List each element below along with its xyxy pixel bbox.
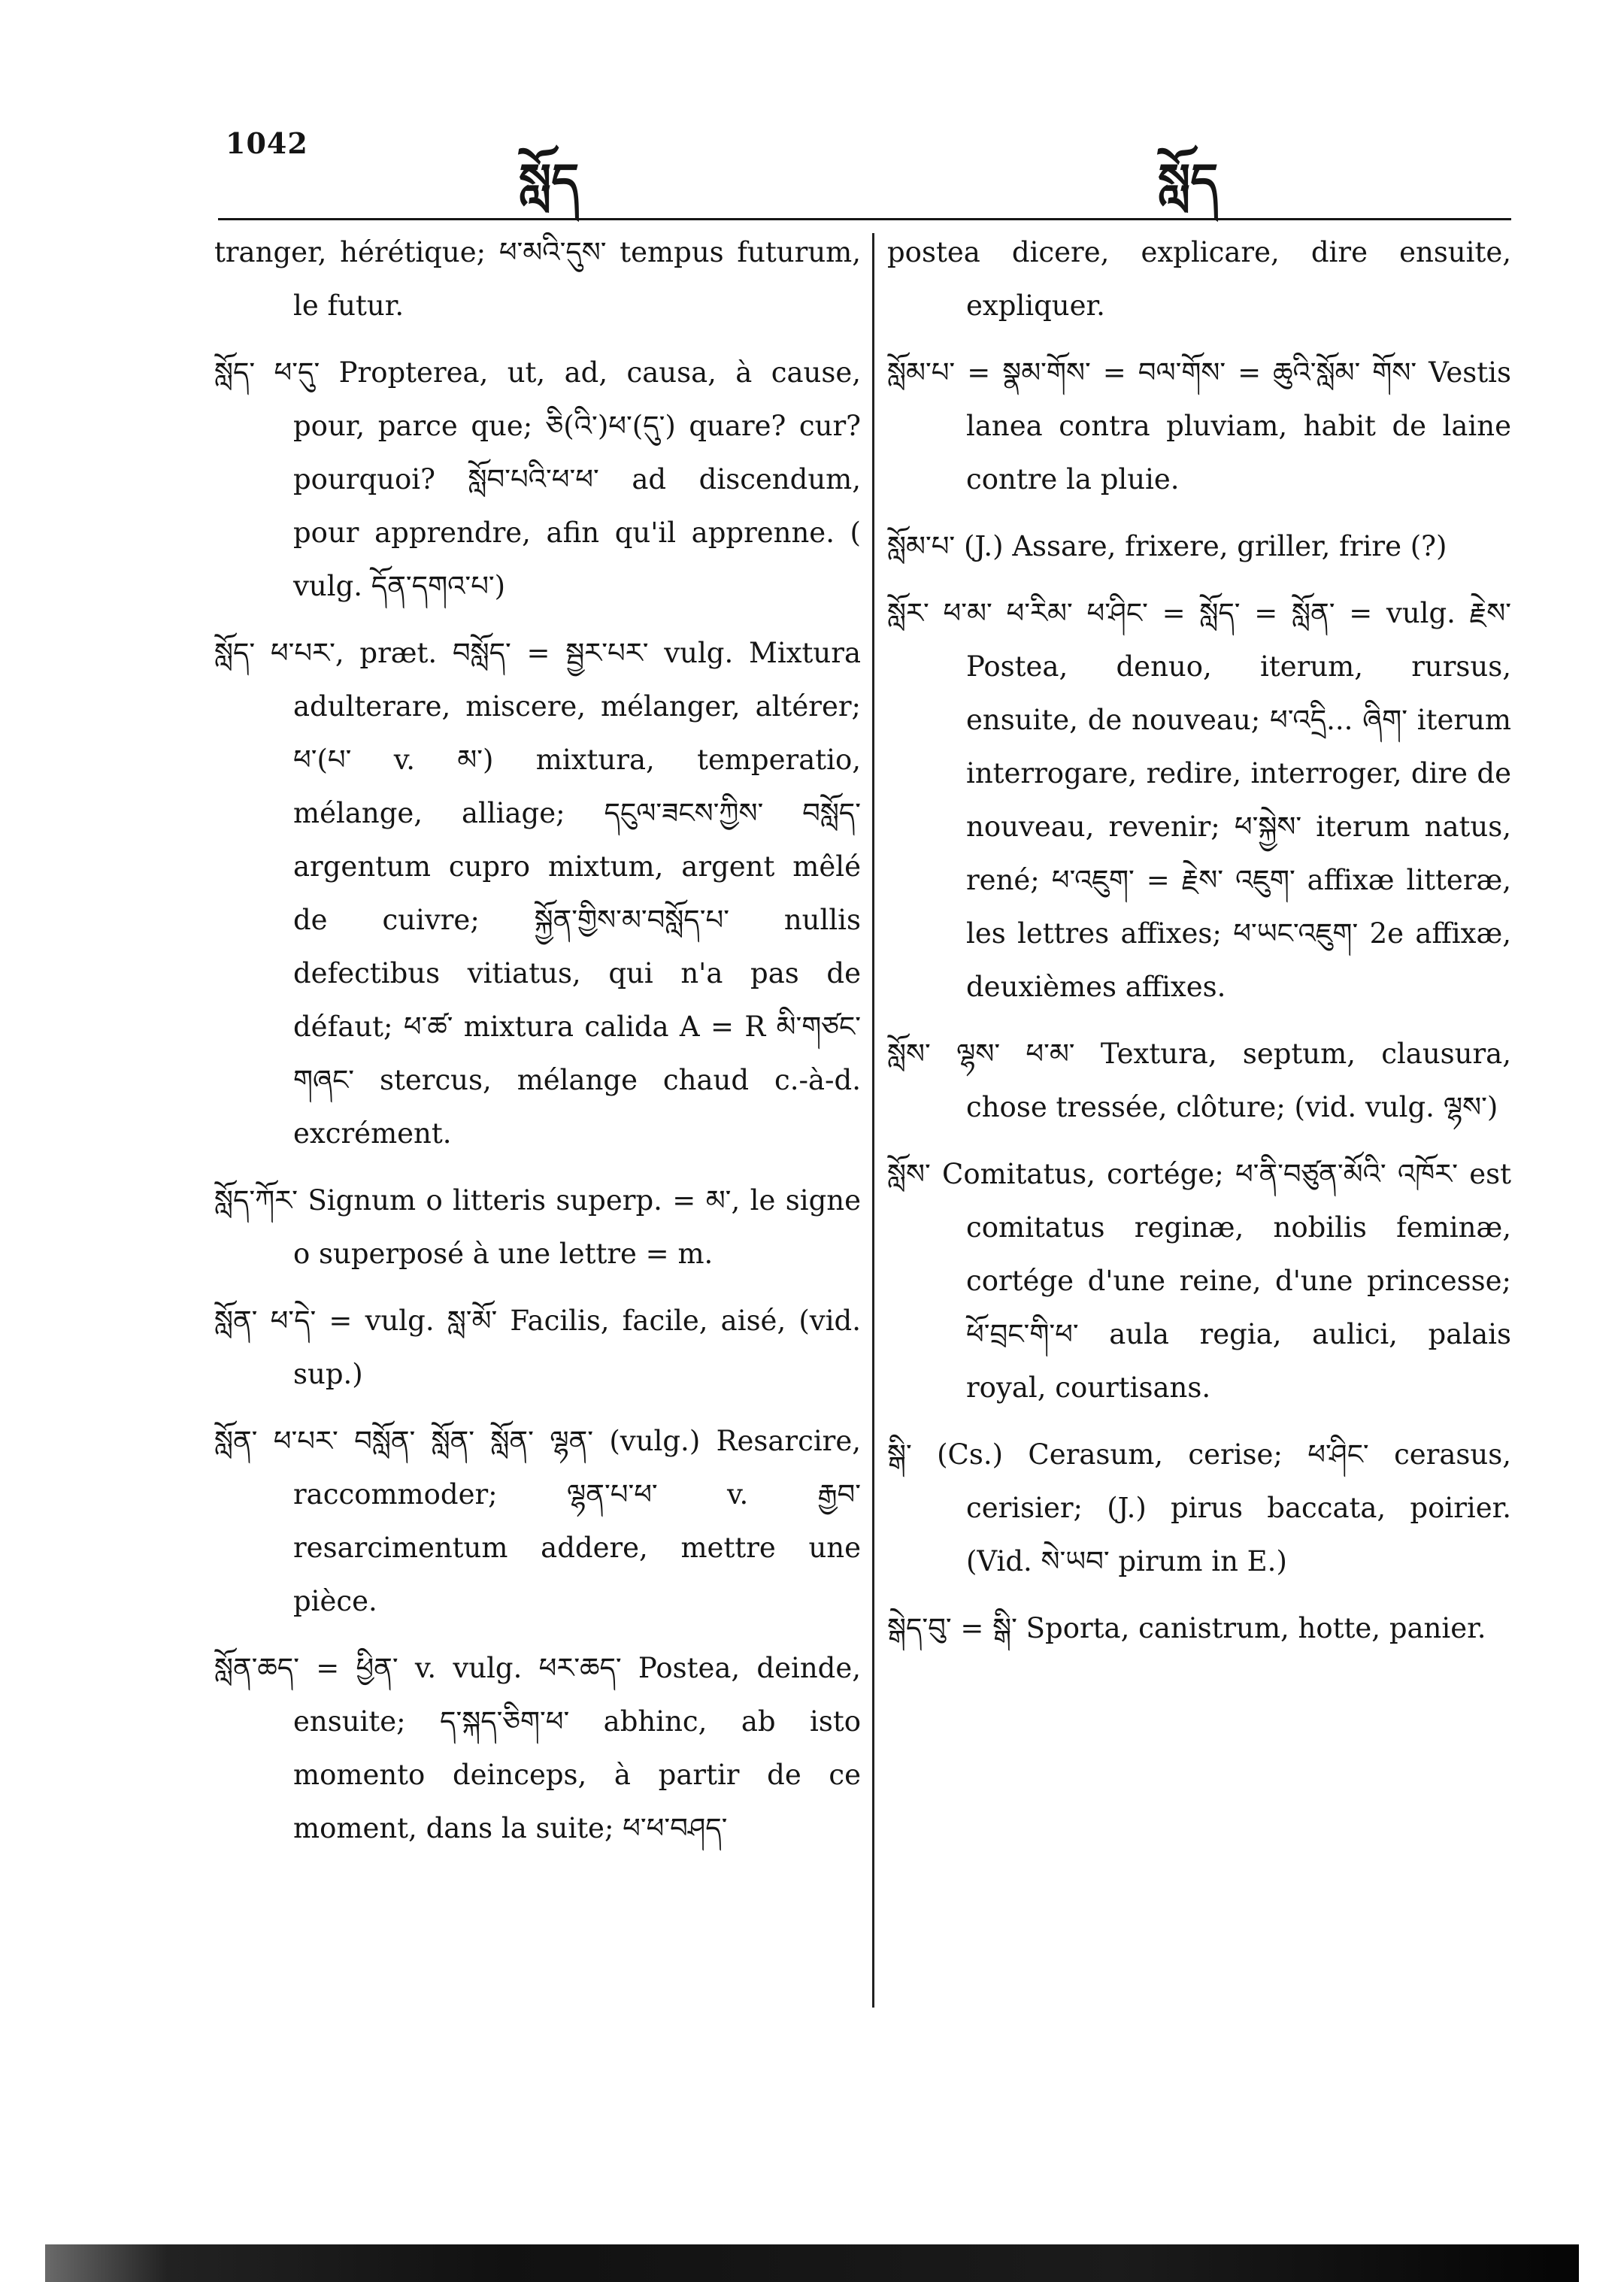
dictionary-entry: སློས་ Comitatus, cortége; ཕ་ནི་བཙུན་མོའི་ འཁོར་ est comitatus reginæ, nobilis feminæ, cortége d'une reine, d'une princesse; ཕོ་བྲང་གི་ཕ་ aula regia, aulici, palais royal, courtisans. — [887, 1158, 1511, 1404]
scan-edge-artifact — [45, 2244, 1579, 2282]
dictionary-entry: སློན་ཆད་ = ཕྱིན་ v. vulg. ཕར་ཆད་ Postea, deinde, ensuite; ད་སྐད་ཅིག་ཕ་ abhinc, ab isto momento deinceps, à partir de ce moment, dans la suite; ཕ་ཕ་བཤད་ — [214, 1652, 861, 1844]
dictionary-entry: སློན་ ཕ་དེ་ = vulg. སླ་མོ་ Facilis, facile, aisé, (vid. sup.) — [214, 1305, 861, 1390]
dictionary-entry: སློར་ ཕ་མ་ ཕ་རིམ་ ཕ་ཤིང་ = སློད་ = སློན་ = vulg. རྗེས་ Postea, denuo, iterum, rursus, ensuite, de nouveau; ཕ་འདྲི... ཞིག་ iterum interrogare, redire, interroger, dire de nouveau, revenir; ཕ་སྐྱེས་ iterum natus, rené; ཕ་འཇུག་ = རྗེས་ འཇུག་ affixæ litteræ, les lettres affixes; ཕ་ཡང་འཇུག་ 2e affixæ, deuxièmes affixes. — [887, 597, 1511, 1003]
dictionary-entry: tranger, hérétique; ཕ་མའི་དུས་ tempus futurum, le futur. — [214, 236, 861, 322]
running-head-right: སློད — [1158, 153, 1219, 210]
dictionary-entry: སྒི་ (Cs.) Cerasum, cerise; ཕ་ཤིང་ cerasus, cerisier; (J.) pirus baccata, poirier. (Vid. སེ་ཡབ་ pirum in E.) — [887, 1438, 1511, 1577]
left-column — [214, 226, 861, 1868]
column-divider — [872, 233, 874, 2008]
running-head-left: སློད — [519, 153, 580, 210]
dictionary-entry: postea dicere, explicare, dire ensuite, expliquer. — [887, 236, 1511, 322]
dictionary-entry: སློན་ ཕ་པར་ བསློན་ སློན་ སློན་ ལྷན་ (vulg.) Resarcire, raccommoder; ལྷན་པ་ཕ་ v. རྒྱབ་ resarcimentum addere, mettre une pièce. — [214, 1425, 861, 1617]
right-column — [887, 226, 1511, 1668]
page-number: 1042 — [226, 126, 308, 160]
dictionary-entry: སྒེད་བུ་ = སྒི་ Sporta, canistrum, hotte, panier. — [887, 1612, 1486, 1644]
dictionary-entry: སློམ་པ་ = སྣམ་གོས་ = བལ་གོས་ = ཆུའི་སློམ་ གོས་ Vestis lanea contra pluviam, habit de laine contre la pluie. — [887, 356, 1511, 495]
dictionary-entry: སློད་ཀོར་ Signum o litteris superp. = མ་, le signe o superposé à une lettre = m. — [214, 1184, 861, 1270]
dictionary-entry: སློས་ ལྷས་ ཕ་མ་ Textura, septum, clausura, chose tressée, clôture; (vid. vulg. ལྷས་) — [887, 1038, 1511, 1123]
dictionary-entry: སློད་ ཕ་པར་, præt. བསློད་ = སྦྱར་པར་ vulg. Mixtura adulterare, miscere, mélanger, altérer; ཕ་(པ་ v. མ་) mixtura, temperatio, mélange, alliage; དངུལ་ཟངས་ཀྱིས་ བསློད་ argentum cupro mixtum, argent mêlé de cuivre; སྐྱོན་གྱིས་མ་བསློད་པ་ nullis defectibus vitiatus, qui n'a pas de défaut; ཕ་ཚ་ mixtura calida A = R མི་གཙང་གཞང་ stercus, mélange chaud c.-à-d. excrément. — [214, 637, 861, 1150]
header-rule — [218, 218, 1511, 220]
dictionary-entry: སློད་ ཕ་དུ་ Propterea, ut, ad, causa, à cause, pour, parce que; ཅི(འི་)ཕ་(དུ་) quare? cur? pourquoi? སློབ་པའི་ཕ་ཕ་ ad discendum, pour apprendre, afin qu'il apprenne. ( vulg. དོན་དགའ་པ་) — [214, 356, 861, 602]
dictionary-entry: སློམ་པ་ (J.) Assare, frixere, griller, frire (?) — [887, 530, 1447, 562]
